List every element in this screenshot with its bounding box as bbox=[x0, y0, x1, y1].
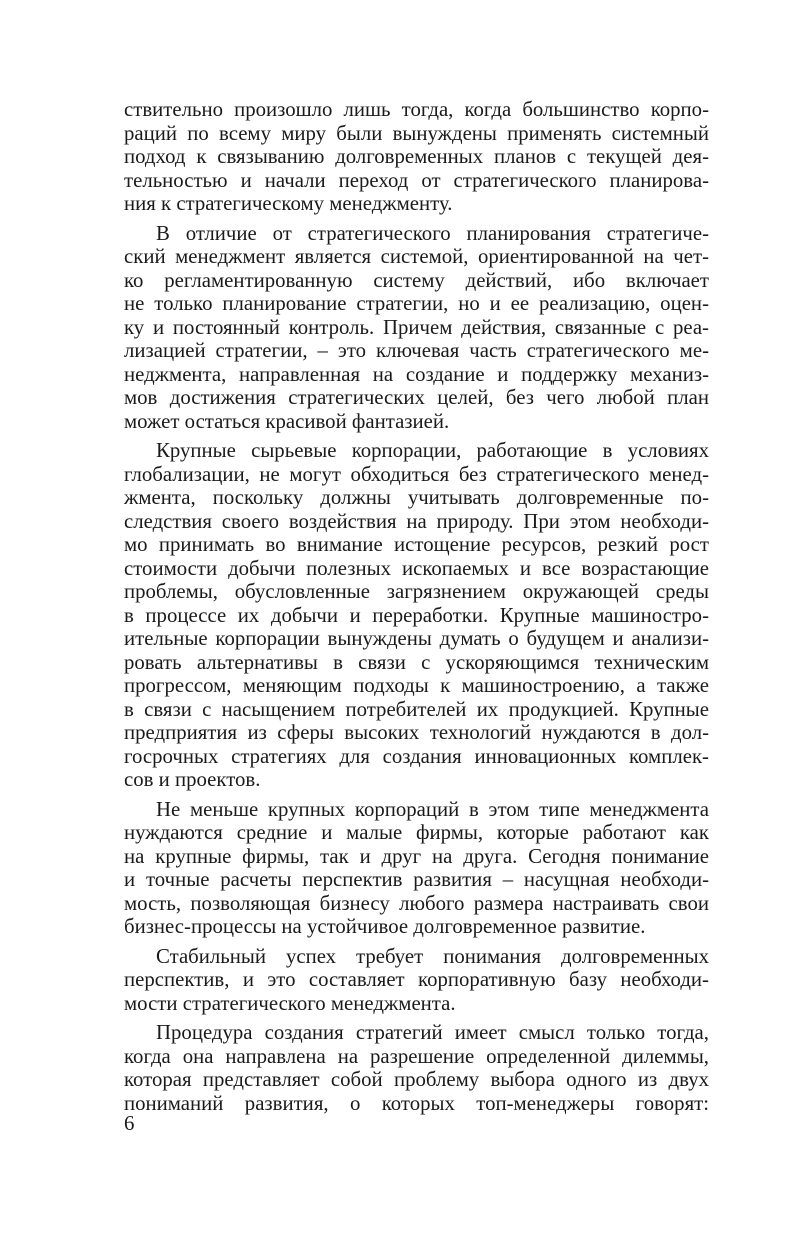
text-line: лизацией стратегии, – это ключевая часть стратегического ме- bbox=[124, 339, 709, 362]
text-line: сов и проектов. bbox=[124, 768, 261, 791]
text-line: мости стратегического менеджмента. bbox=[124, 991, 456, 1015]
text-line: глобализации, не могут обходиться без стратегического менед- bbox=[124, 462, 709, 486]
text-line: и точные расчеты перспектив развития – насущная необходи- bbox=[124, 868, 709, 891]
text-line: ствительно произошло лишь тогда, когда большинство корпо- bbox=[124, 98, 709, 121]
paragraph-6 bbox=[124, 1021, 709, 1115]
text-line: раций по всему миру были вынуждены применять системный bbox=[124, 121, 709, 145]
page-number: 6 bbox=[124, 1112, 135, 1135]
paragraph-2 bbox=[124, 222, 709, 434]
text-line: ко регламентированную систему действий, ибо включает bbox=[124, 268, 709, 292]
text-line: прогрессом, меняющим подходы к машиностроению, а также bbox=[124, 674, 709, 697]
paragraph-1 bbox=[124, 98, 709, 216]
text-line: Крупные сырьевые корпорации, работающие в условиях bbox=[156, 439, 709, 462]
text-line: госрочных стратегиях для создания инновационных комплек- bbox=[124, 744, 709, 768]
text-line: неджмента, направленная на создание и поддержку механиз- bbox=[124, 362, 709, 386]
text-line: подход к связыванию долговременных планов с текущей дея- bbox=[124, 145, 709, 168]
text-line: пониманий развития, о которых топ-менеджеры говорят: bbox=[124, 1091, 709, 1115]
text-line: следствия своего воздействия на природу. При этом необходи- bbox=[124, 509, 709, 533]
text-line: проблемы, обусловленные загрязнением окружающей среды bbox=[124, 580, 709, 603]
text-line: нуждаются средние и малые фирмы, которые работают как bbox=[124, 821, 709, 844]
paragraph-5 bbox=[124, 945, 709, 1016]
text-line: не только планирование стратегии, но и ее реализацию, оцен- bbox=[124, 292, 709, 315]
text-line: В отличие от стратегического планирования стратегиче- bbox=[156, 221, 709, 245]
text-line: может остаться красивой фантазией. bbox=[124, 409, 450, 433]
text-line: перспектив, и это составляет корпоративную базу необходи- bbox=[124, 968, 709, 991]
text-line: стоимости добычи полезных ископаемых и все возрастающие bbox=[124, 556, 709, 580]
text-line: на крупные фирмы, так и друг на друга. Сегодня понимание bbox=[124, 844, 709, 868]
text-line: мов достижения стратегических целей, без чего любой план bbox=[124, 386, 709, 409]
text-line: мо принимать во внимание истощение ресурсов, резкий рост bbox=[124, 533, 709, 556]
text-line: Не меньше крупных корпораций в этом типе менеджмента bbox=[156, 797, 709, 821]
text-line: ровать альтернативы в связи с ускоряющимся техническим bbox=[124, 650, 709, 674]
text-line: ку и постоянный контроль. Причем действия, связанные с реа- bbox=[124, 315, 709, 339]
text-line: в связи с насыщением потребителей их продукцией. Крупные bbox=[124, 697, 709, 721]
text-line: тельностью и начали переход от стратегического планирова- bbox=[124, 168, 709, 192]
text-line: Стабильный успех требует понимания долговременных bbox=[156, 944, 709, 968]
text-line: когда она направлена на разрешение определенной дилеммы, bbox=[124, 1044, 709, 1068]
text-line: бизнес-процессы на устойчивое долговременное развитие. bbox=[124, 915, 646, 938]
text-line: ния к стратегическому менеджменту. bbox=[124, 192, 453, 215]
paragraph-4 bbox=[124, 798, 709, 939]
text-line: Процедура создания стратегий имеет смысл только тогда, bbox=[156, 1021, 709, 1044]
text-line: жмента, поскольку должны учитывать долговременные по- bbox=[124, 486, 709, 509]
text-line: ительные корпорации вынуждены думать о будущем и анализи- bbox=[124, 627, 709, 650]
page-body bbox=[124, 98, 709, 1115]
text-line: мость, позволяющая бизнесу любого размера настраивать свои bbox=[124, 891, 709, 915]
text-line: ский менеджмент является системой, ориентированной на чет- bbox=[124, 245, 709, 268]
paragraph-3 bbox=[124, 439, 709, 792]
text-line: в процессе их добычи и переработки. Крупные машиностро- bbox=[124, 603, 709, 627]
text-line: предприятия из сферы высоких технологий нуждаются в дол- bbox=[124, 721, 709, 744]
text-line: которая представляет собой проблему выбора одного из двух bbox=[124, 1068, 709, 1091]
